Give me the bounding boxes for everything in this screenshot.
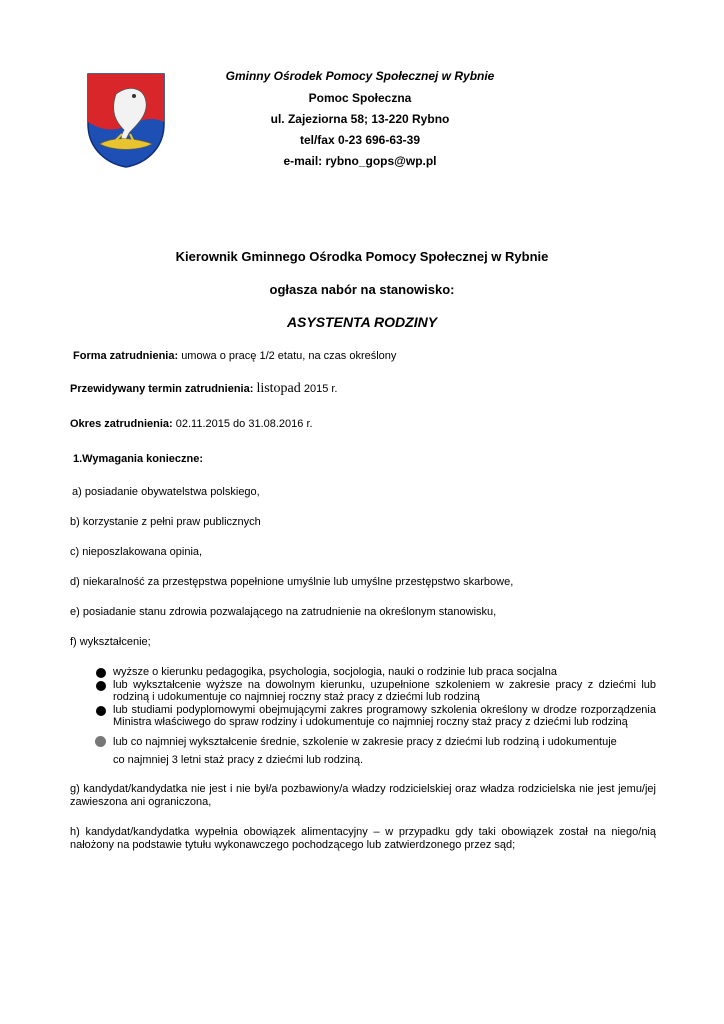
education-item-4-cont: co najmniej 3 letni staż pracy z dziećmi lub rodziną. bbox=[113, 754, 364, 766]
bullet-icon bbox=[95, 736, 106, 747]
requirement-g: g) kandydat/kandydatka nie jest i nie był/a pozbawiony/a władzy rodzicielskiej oraz władza rodzicielska nie jest jemu/jej zawieszona ani ograniczona, bbox=[70, 783, 656, 808]
education-item-3: lub studiami podyplomowymi obejmującymi zakres programowy szkolenia określony w drodze rozporządzenia Ministra właściwego do spraw rodziny i udokumentuje co najmniej roczny staż pracy z dziećmi lub rodziną bbox=[113, 704, 656, 728]
education-item-4: lub co najmniej wykształcenie średnie, szkolenie w zakresie pracy z dziećmi lub rodziną i udokumentuje bbox=[113, 736, 617, 748]
requirement-d: d) niekaralność za przestępstwa popełnione umyślnie lub umyślne przestępstwo skarbowe, bbox=[70, 576, 514, 588]
termin-year: 2015 r. bbox=[303, 383, 338, 395]
education-item-1: wyższe o kierunku pedagogika, psychologia, socjologia, nauki o rodzinie lub praca socjalna bbox=[113, 666, 557, 678]
requirement-f: f) wykształcenie; bbox=[70, 636, 151, 648]
termin-month: listopad bbox=[256, 381, 301, 396]
org-address: ul. Zajeziorna 58; 13-220 Rybno bbox=[270, 112, 450, 126]
requirement-h: h) kandydat/kandydatka wypełnia obowiązek alimentacyjny – w przypadku gdy taki obowiązek został na niego/nią nałożony na podstawie tytułu wykonawczego pochodzącego lub zatwierdzonego przez sąd; bbox=[70, 826, 656, 851]
okres-zatrudnienia bbox=[70, 418, 313, 430]
requirements-heading: 1.Wymagania konieczne: bbox=[73, 453, 204, 465]
org-email: e-mail: rybno_gops@wp.pl bbox=[283, 154, 437, 168]
bullet-icon bbox=[96, 681, 106, 691]
termin-zatrudnienia bbox=[70, 381, 337, 397]
position-title: ASYSTENTA RODZINY bbox=[286, 314, 438, 330]
requirement-b: b) korzystanie z pełni praw publicznych bbox=[70, 516, 261, 528]
okres-value: 02.11.2015 do 31.08.2016 r. bbox=[175, 418, 313, 430]
requirement-e: e) posiadanie stanu zdrowia pozwalającego na zatrudnienie na określonym stanowisku, bbox=[70, 606, 497, 618]
announcement-line2: ogłasza nabór na stanowisko: bbox=[269, 282, 455, 297]
education-item-2: lub wykształcenie wyższe na dowolnym kierunku, uzupełnione szkoleniem w zakresie pracy z dziećmi lub rodziną i udokumentuje co najmniej roczny staż pracy z dziećmi lub rodziną bbox=[113, 679, 656, 703]
org-dept: Pomoc Społeczna bbox=[308, 91, 412, 105]
org-phone: tel/fax 0-23 696-63-39 bbox=[299, 133, 421, 147]
requirement-a: a) posiadanie obywatelstwa polskiego, bbox=[72, 486, 260, 498]
bullet-icon bbox=[96, 706, 106, 716]
forma-value: umowa o pracę 1/2 etatu, na czas określony bbox=[181, 350, 397, 362]
requirement-c: c) nieposzlakowana opinia, bbox=[70, 546, 203, 558]
announcement-line1: Kierownik Gminnego Ośrodka Pomocy Społecznej w Rybnie bbox=[175, 249, 549, 264]
bullet-icon bbox=[96, 668, 106, 678]
forma-zatrudnienia bbox=[73, 350, 396, 362]
forma-label: Forma zatrudnienia: bbox=[73, 350, 179, 362]
okres-label: Okres zatrudnienia: bbox=[70, 418, 173, 430]
org-name: Gminny Ośrodek Pomocy Społecznej w Rybnie bbox=[225, 69, 495, 83]
termin-label: Przewidywany termin zatrudnienia: bbox=[70, 383, 254, 395]
